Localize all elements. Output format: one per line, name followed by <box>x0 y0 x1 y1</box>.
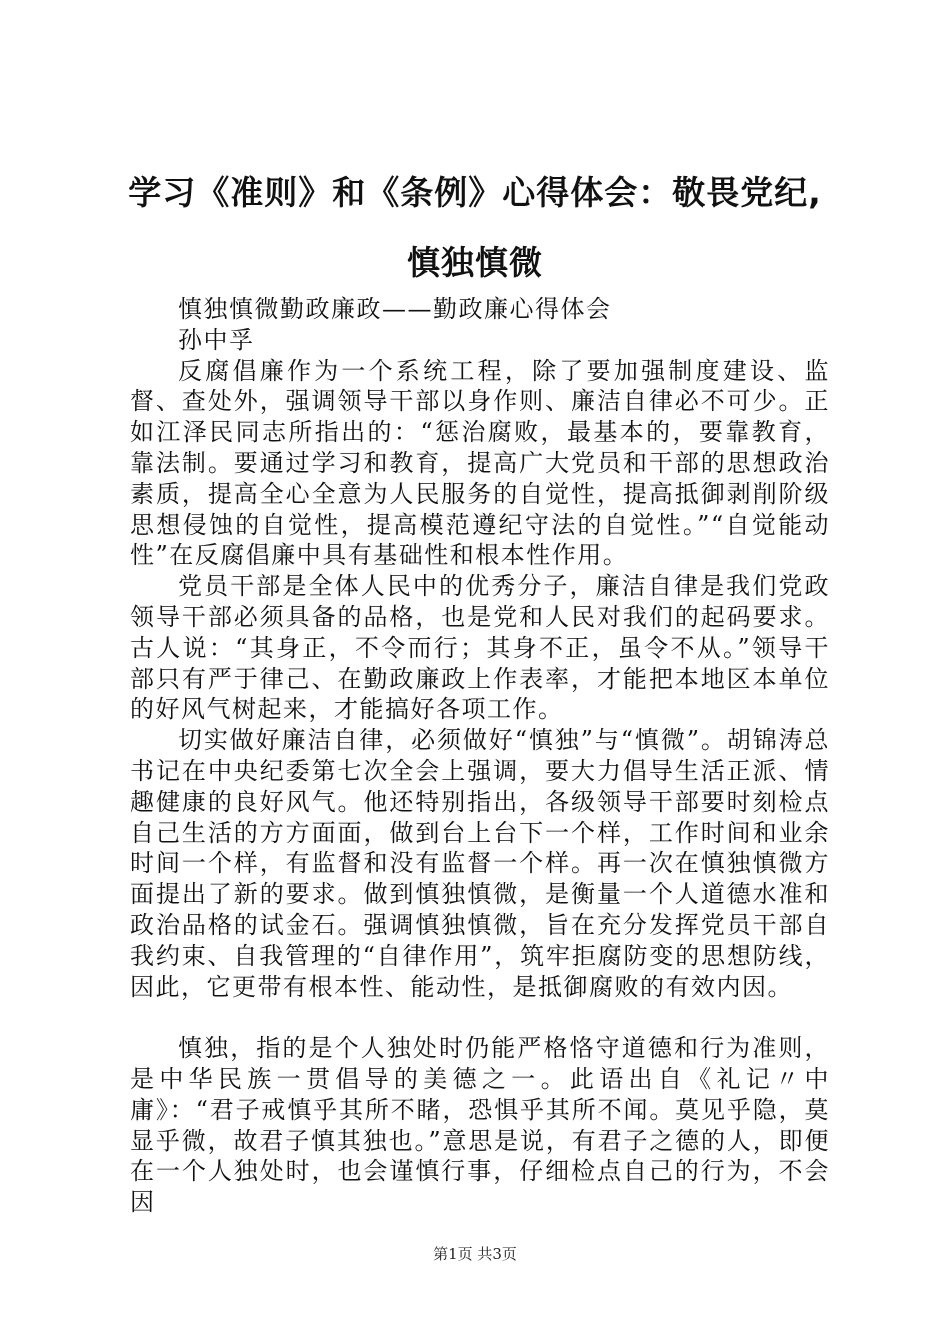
title-line-1: 学习《准则》和《条例》心得体会：敬畏党纪, <box>128 173 822 212</box>
paragraph-2: 党员干部是全体人民中的优秀分子，廉洁自律是我们党政领导干部必须具备的品格，也是党和人民对我们的起码要求。古人说：“其身正，不令而行；其身不正，虽令不从。”领导干部只有严于律己、在勤政廉政上作表率，才能把本地区本单位的好风气树起来，才能搞好各项工作。 <box>130 572 830 724</box>
paragraph-3: 切实做好廉洁自律，必须做好“慎独”与“慎微”。胡锦涛总书记在中央纪委第七次全会上强调，要大力倡导生活正派、情趣健康的良好风气。他还特别指出，各级领导干部要时刻检点自己生活的方方面面，做到台上台下一个样，工作时间和业余时间一个样，有监督和没有监督一个样。再一次在慎独慎微方面提出了新的要求。做到慎独慎微，是衡量一个人道德水准和政治品格的试金石。强调慎独慎微，旨在充分发挥党员干部自我约束、自我管理的“自律作用”，筑牢拒腐防变的思想防线，因此，它更带有根本性、能动性，是抵御腐败的有效内因。 <box>130 726 830 1001</box>
author: 孙中孚 <box>178 325 255 354</box>
subtitle: 慎独慎微勤政廉政——勤政廉心得体会 <box>178 295 612 323</box>
page-number: 第1页 共3页 <box>433 1245 517 1263</box>
paragraph-1: 反腐倡廉作为一个系统工程，除了要加强制度建设、监督、查处外，强调领导干部以身作则、廉洁自律必不可少。正如江泽民同志所指出的：“惩治腐败，最基本的，要靠教育，靠法制。要通过学习和教育，提高广大党员和干部的思想政治素质，提高全心全意为人民服务的自觉性，提高抵御剥削阶级思想侵蚀的自觉性，提高模范遵纪守法的自觉性。”“自觉能动性”在反腐倡廉中具有基础性和根本性作用。 <box>130 356 830 570</box>
page-footer <box>0 1244 950 1264</box>
document-body <box>130 294 830 1218</box>
document-title <box>110 158 840 298</box>
paragraph-4: 慎独，指的是个人独处时仍能严格恪守道德和行为准则，是中华民族一贯倡导的美德之一。此语出自《礼记〃中庸》：“君子戒慎乎其所不睹，恐惧乎其所不闻。莫见乎隐，莫显乎微，故君子慎其独也。”意思是说，有君子之德的人，即便在一个人独处时，也会谨慎行事，仔细检点自己的行为，不会因 <box>130 1034 830 1217</box>
title-line-2: 慎独慎微 <box>407 243 543 282</box>
